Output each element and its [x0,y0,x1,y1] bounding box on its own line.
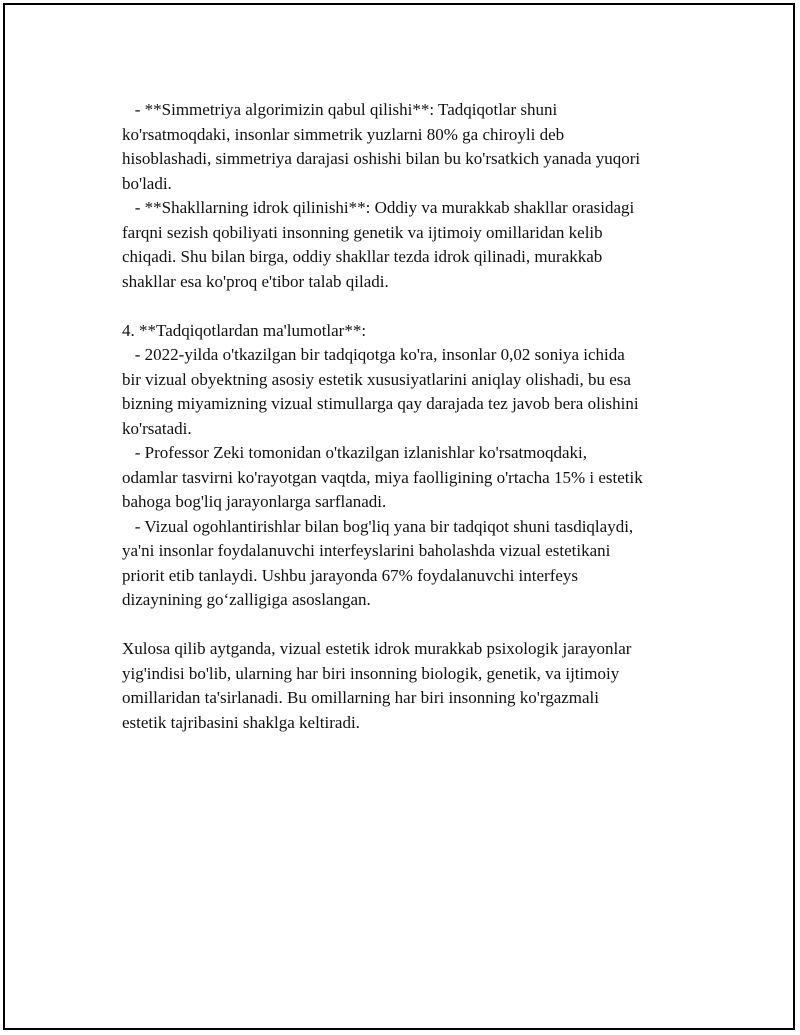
text-line: - 2022-yilda o'tkazilgan bir tadqiqotga ko'ra, insonlar 0,02 soniya ichida [122,345,625,364]
list-item-visual-study [122,515,712,613]
list-item-zeki-study [122,441,712,515]
text-line: - **Shakllarning idrok qilinishi**: Oddiy va murakkab shakllar orasidagi [122,198,635,217]
blank-line [122,294,712,319]
text-line: priorit etib tanlaydi. Ushbu jarayonda 67% foydalanuvchi interfeys [122,565,579,585]
text-line: bizning miyamizning vizual stimullarga qay darajada tez javob bera olishini [122,394,639,413]
text-line: bir vizual obyektning asosiy estetik xususiyatlarini aniqlay olishadi, bu esa [122,369,631,389]
text-line: yig'indisi bo'lib, ularning har biri insonning biologik, genetik, va ijtimoiy [122,663,620,683]
text-line: dizaynining go‘zalligiga asoslangan. [122,590,371,609]
section-heading: 4. **Tadqiqotlardan ma'lumotlar**: [122,320,367,340]
text-line: odamlar tasvirni ko'rayotgan vaqtda, miya faolligining o'rtacha 15% i estetik [122,467,643,487]
text-line: estetik tajribasini shaklga keltiradi. [122,712,360,732]
blank-line [122,613,712,638]
text-line: bo'ladi. [122,173,172,193]
text-line: farqni sezish qobiliyati insonning genetik va ijtimoiy omillaridan kelib [122,222,603,242]
conclusion-paragraph [122,637,712,735]
text-line: shakllar esa ko'proq e'tibor talab qiladi. [122,271,389,291]
text-line: hisoblashadi, simmetriya darajasi oshishi bilan bu ko'rsatkich yanada yuqori [122,149,641,168]
text-line: ko'rsatadi. [122,418,192,438]
text-line: - **Simmetriya algorimizin qabul qilishi**: Tadqiqotlar shuni [122,100,558,119]
text-line: ya'ni insonlar foydalanuvchi interfeyslarini baholashda vizual estetikani [122,541,611,560]
paragraph-symmetry [122,98,712,196]
text-line: ko'rsatmoqdaki, insonlar simmetrik yuzlarni 80% ga chiroyli deb [122,124,565,144]
document-body [122,98,712,735]
text-line: chiqadi. Shu bilan birga, oddiy shakllar tezda idrok qilinadi, murakkab [122,247,603,266]
text-line: - Professor Zeki tomonidan o'tkazilgan izlanishlar ko'rsatmoqdaki, [122,443,588,462]
text-line: omillaridan ta'sirlanadi. Bu omillarning har biri insonning ko'rgazmali [122,688,599,707]
list-item-2022-study [122,343,712,441]
text-line: - Vizual ogohlantirishlar bilan bog'liq yana bir tadqiqot shuni tasdiqlaydi, [122,516,634,536]
text-line: bahoga bog'liq jarayonlarga sarflanadi. [122,492,387,511]
page-frame [3,3,795,1030]
text-line: Xulosa qilib aytganda, vizual estetik idrok murakkab psixologik jarayonlar [122,639,632,658]
paragraph-shapes [122,196,712,294]
